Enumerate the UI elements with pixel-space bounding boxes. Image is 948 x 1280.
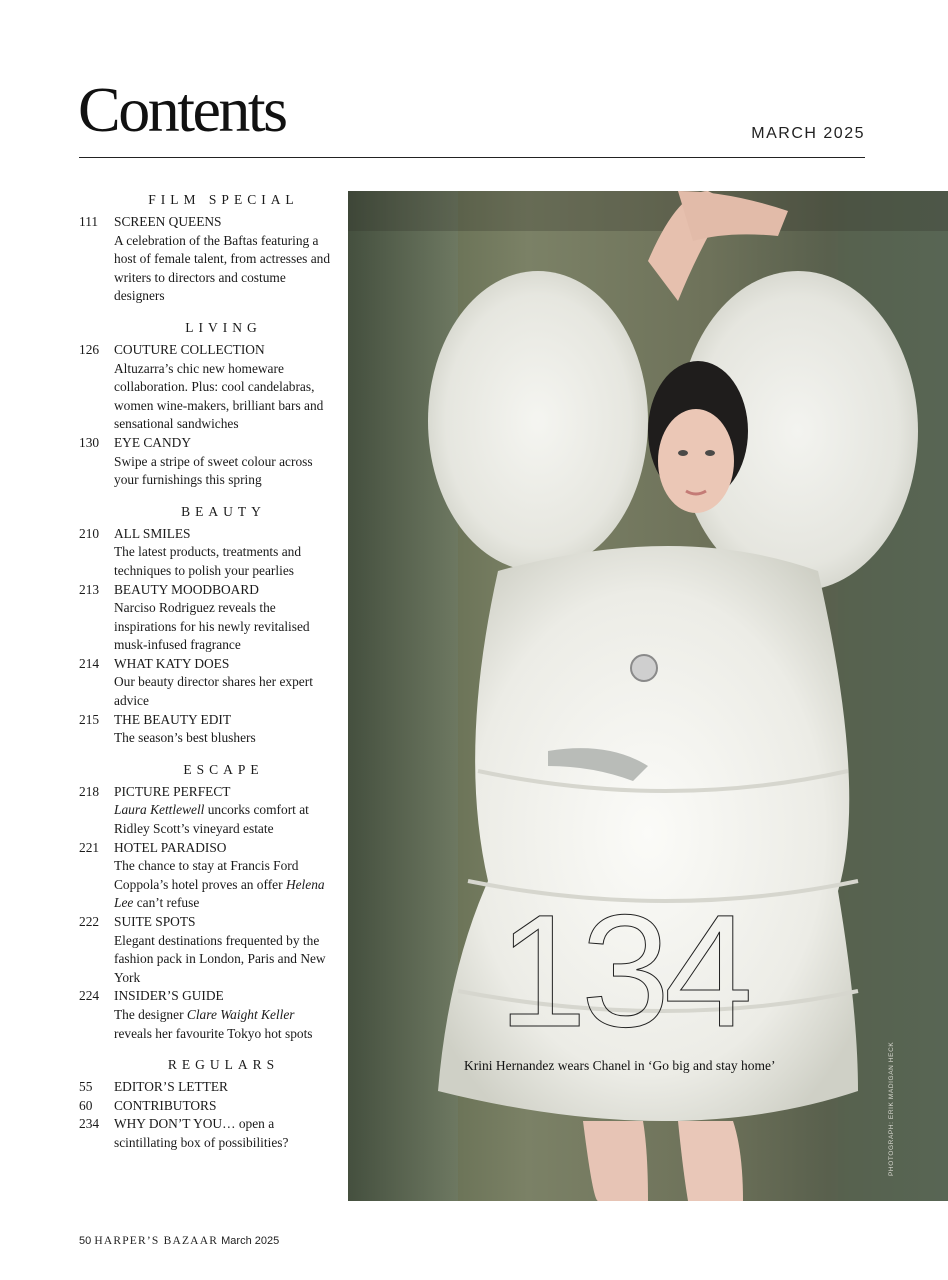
entry-page-number: 221 <box>79 839 100 855</box>
entry-description: Narciso Rodriguez reveals the inspirations for his newly revitalised musk-infused fragrance <box>114 600 310 653</box>
entry-description <box>114 1006 334 1043</box>
toc-entry[interactable] <box>79 783 334 839</box>
entry-page-number: 126 <box>79 341 100 357</box>
entry-title: SUITE SPOTS <box>114 914 196 929</box>
toc-entry[interactable] <box>79 1115 334 1152</box>
entry-title: EDITOR’S LETTER <box>114 1079 228 1095</box>
toc-entry[interactable] <box>79 525 334 581</box>
entry-title: CONTRIBUTORS <box>114 1097 217 1113</box>
entry-page-number: 224 <box>79 988 100 1004</box>
entry-title: SCREEN QUEENS <box>114 214 222 229</box>
toc-entry[interactable] <box>79 1097 334 1116</box>
entry-title: EYE CANDY <box>114 434 191 450</box>
entry-title: COUTURE COLLECTION <box>114 341 265 357</box>
description-text: reveals her favourite Tokyo hot spots <box>114 1025 313 1041</box>
toc-entry[interactable] <box>79 341 334 434</box>
toc-entry[interactable] <box>79 987 334 1043</box>
footer-issue: March 2025 <box>221 1235 280 1247</box>
section-heading-regulars: REGULARS <box>167 1057 280 1073</box>
entry-title: BEAUTY MOODBOARD <box>114 581 259 597</box>
writer-name: Helena Lee <box>114 876 325 911</box>
folio: 50 <box>79 1235 92 1247</box>
page-title: Contents <box>78 74 286 145</box>
toc-entry[interactable] <box>79 213 334 306</box>
entry-description: Our beauty director shares her expert advice <box>114 674 313 709</box>
photo-credit: PHOTOGRAPH: ERIK MADIGAN HECK <box>888 1041 895 1176</box>
entry-page-number: 60 <box>79 1097 93 1113</box>
entry-description <box>114 857 334 913</box>
entry-title: WHY DON’T YOU… open a scintillating box of possibilities? <box>114 1116 289 1150</box>
entry-description: Altuzarra’s chic new homeware collaboration. Plus: cool candelabras, women wine-makers, brilliant bars and sensational sandwiches <box>114 360 324 432</box>
toc-entry[interactable] <box>79 913 334 987</box>
entry-page-number: 214 <box>79 655 100 671</box>
entry-page-number: 55 <box>79 1079 93 1095</box>
entry-description: Swipe a stripe of sweet colour across your furnishings this spring <box>114 453 313 488</box>
photo-caption: Krini Hernandez wears Chanel in ‘Go big and stay home’ <box>464 1058 776 1073</box>
issue-date: MARCH 2025 <box>751 125 865 142</box>
entry-title: INSIDER’S GUIDE <box>114 988 224 1004</box>
section-heading-escape: ESCAPE <box>183 761 264 777</box>
entry-title: THE BEAUTY EDIT <box>114 711 232 727</box>
designer-name: Clare Waight Keller <box>186 1006 295 1022</box>
description-text: The designer <box>114 1006 187 1022</box>
section-heading-beauty: BEAUTY <box>181 503 266 519</box>
table-of-contents <box>79 190 334 1153</box>
entry-page-number: 213 <box>79 581 100 597</box>
section-heading-film-special: FILM SPECIAL <box>148 192 299 207</box>
toc-entry[interactable] <box>79 434 334 490</box>
entry-page-number: 210 <box>79 525 100 541</box>
entry-description: The latest products, treatments and techniques to polish your pearlies <box>114 544 302 578</box>
writer-name: Laura Kettlewell <box>114 802 205 818</box>
feature-page-number: 134 <box>498 881 747 1060</box>
toc-entry[interactable] <box>79 655 334 711</box>
toc-entry[interactable] <box>79 711 334 748</box>
toc-entry[interactable] <box>79 839 334 913</box>
entry-page-number: 218 <box>79 783 100 799</box>
entry-title: PICTURE PERFECT <box>114 783 231 799</box>
page-footer <box>79 1235 279 1247</box>
header-rule <box>79 157 865 158</box>
description-text: The chance to stay at Francis Ford Coppola’s hotel proves an offer <box>114 858 299 892</box>
entry-description: A celebration of the Baftas featuring a host of female talent, from actresses and writers to directors and costume designers <box>114 232 331 304</box>
entry-page-number: 111 <box>79 214 99 229</box>
description-text: uncorks comfort at Ridley Scott’s vineyard estate <box>114 802 309 837</box>
entry-description: The season’s best blushers <box>114 730 256 746</box>
feature-photo[interactable] <box>348 191 948 1201</box>
description-text: can’t refuse <box>133 895 200 911</box>
entry-title: HOTEL PARADISO <box>114 839 227 855</box>
magazine-brand: HARPER’S BAZAAR <box>94 1235 219 1247</box>
entry-page-number: 215 <box>79 711 100 727</box>
entry-page-number: 130 <box>79 434 100 450</box>
section-heading-living: LIVING <box>185 319 262 335</box>
toc-entry[interactable] <box>79 1078 334 1097</box>
toc-entry[interactable] <box>79 581 334 655</box>
entry-page-number: 234 <box>79 1116 100 1132</box>
entry-page-number: 222 <box>79 914 100 929</box>
entry-title: WHAT KATY DOES <box>114 655 230 671</box>
entry-description: Elegant destinations frequented by the fashion pack in London, Paris and New York <box>114 932 326 985</box>
entry-description <box>114 801 334 838</box>
entry-title: ALL SMILES <box>114 525 191 541</box>
